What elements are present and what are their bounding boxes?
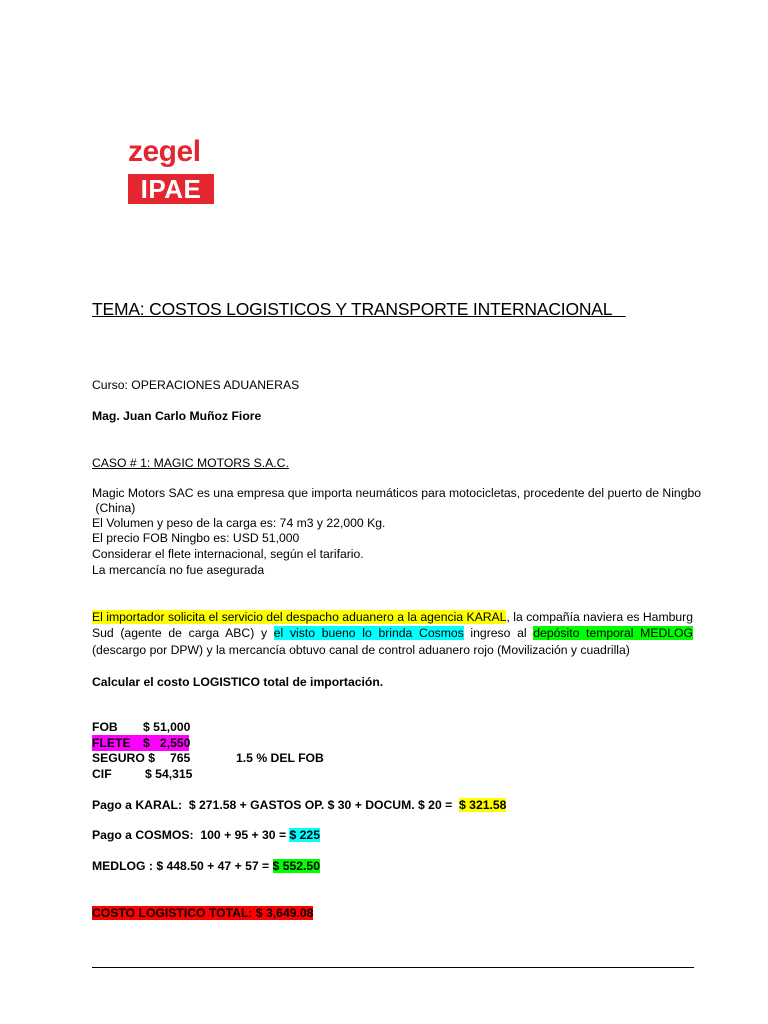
logo-zegel: zegel [128,135,201,168]
karal-payment [92,797,506,813]
case-line: El precio FOB Ningbo es: USD 51,000 [92,531,300,545]
paragraph-text: , la compañía naviera es Hamburg Sud (agente de carga ABC) y [92,610,694,641]
karal-calc: Pago a KARAL: $ 271.58 + GASTOS OP. $ 30 + DOCUM. $ 20 = [92,798,460,812]
teacher-name: Mag. Juan Carlo Muñoz Fiore [92,409,262,423]
case-line: La mercancía no fue asegurada [92,563,265,577]
highlight-medlog: depósito temporal MEDLOG [533,626,693,641]
flete-row [92,735,189,751]
case-paragraph [92,609,693,658]
cosmos-total: $ 225 [289,828,320,842]
cosmos-calc: Pago a COSMOS: 100 + 95 + 30 = [92,828,290,842]
cif-value: $ 54,315 [145,767,193,781]
medlog-payment [92,858,320,874]
case-title: CASO # 1: MAGIC MOTORS S.A.C. [92,456,289,470]
total-cost [92,905,313,921]
course-name: Curso: OPERACIONES ADUANERAS [92,378,300,392]
highlight-cosmos: el visto bueno lo brinda Cosmos [273,626,464,641]
karal-total: $ 321.58 [459,798,507,812]
cosmos-payment [92,827,320,843]
seguro-label: SEGURO $ [92,751,155,765]
highlight-karal: El importador solicita el servicio del despacho aduanero a la agencia KARAL [92,610,507,624]
logo-ipae: IPAE [128,174,214,204]
seguro-note: 1.5 % DEL FOB [236,751,324,765]
medlog-calc: MEDLOG : $ 448.50 + 47 + 57 = [92,859,273,873]
case-line: (China) [92,501,136,515]
paragraph-text: (descargo por DPW) y la mercancía obtuvo canal de control aduanero rojo (Movilización y cuadrilla) [92,642,630,657]
case-line: El Volumen y peso de la carga es: 74 m3 y 22,000 Kg. [92,516,386,530]
document-title: TEMA: COSTOS LOGISTICOS Y TRANSPORTE INTERNACIONAL [92,299,626,319]
seguro-value: 765 [170,751,191,765]
medlog-total: $ 552.50 [272,859,320,873]
fob-value: $ 51,000 [143,720,191,734]
total-cost-text: COSTO LOGISTICO TOTAL: $ 3,649.08 [92,906,314,920]
case-line: Considerar el flete internacional, según el tarifario. [92,547,364,561]
fob-label: FOB [92,720,118,734]
cif-label: CIF [92,767,112,781]
flete-value: $ 2,550 [143,736,191,750]
paragraph-text: ingreso al [463,626,534,641]
task-statement: Calcular el costo LOGISTICO total de importación. [92,675,384,689]
footer-divider [92,967,694,968]
flete-label: FLETE [92,736,131,750]
case-line: Magic Motors SAC es una empresa que importa neumáticos para motocicletas, procedente del puerto de Ningbo [92,486,702,500]
